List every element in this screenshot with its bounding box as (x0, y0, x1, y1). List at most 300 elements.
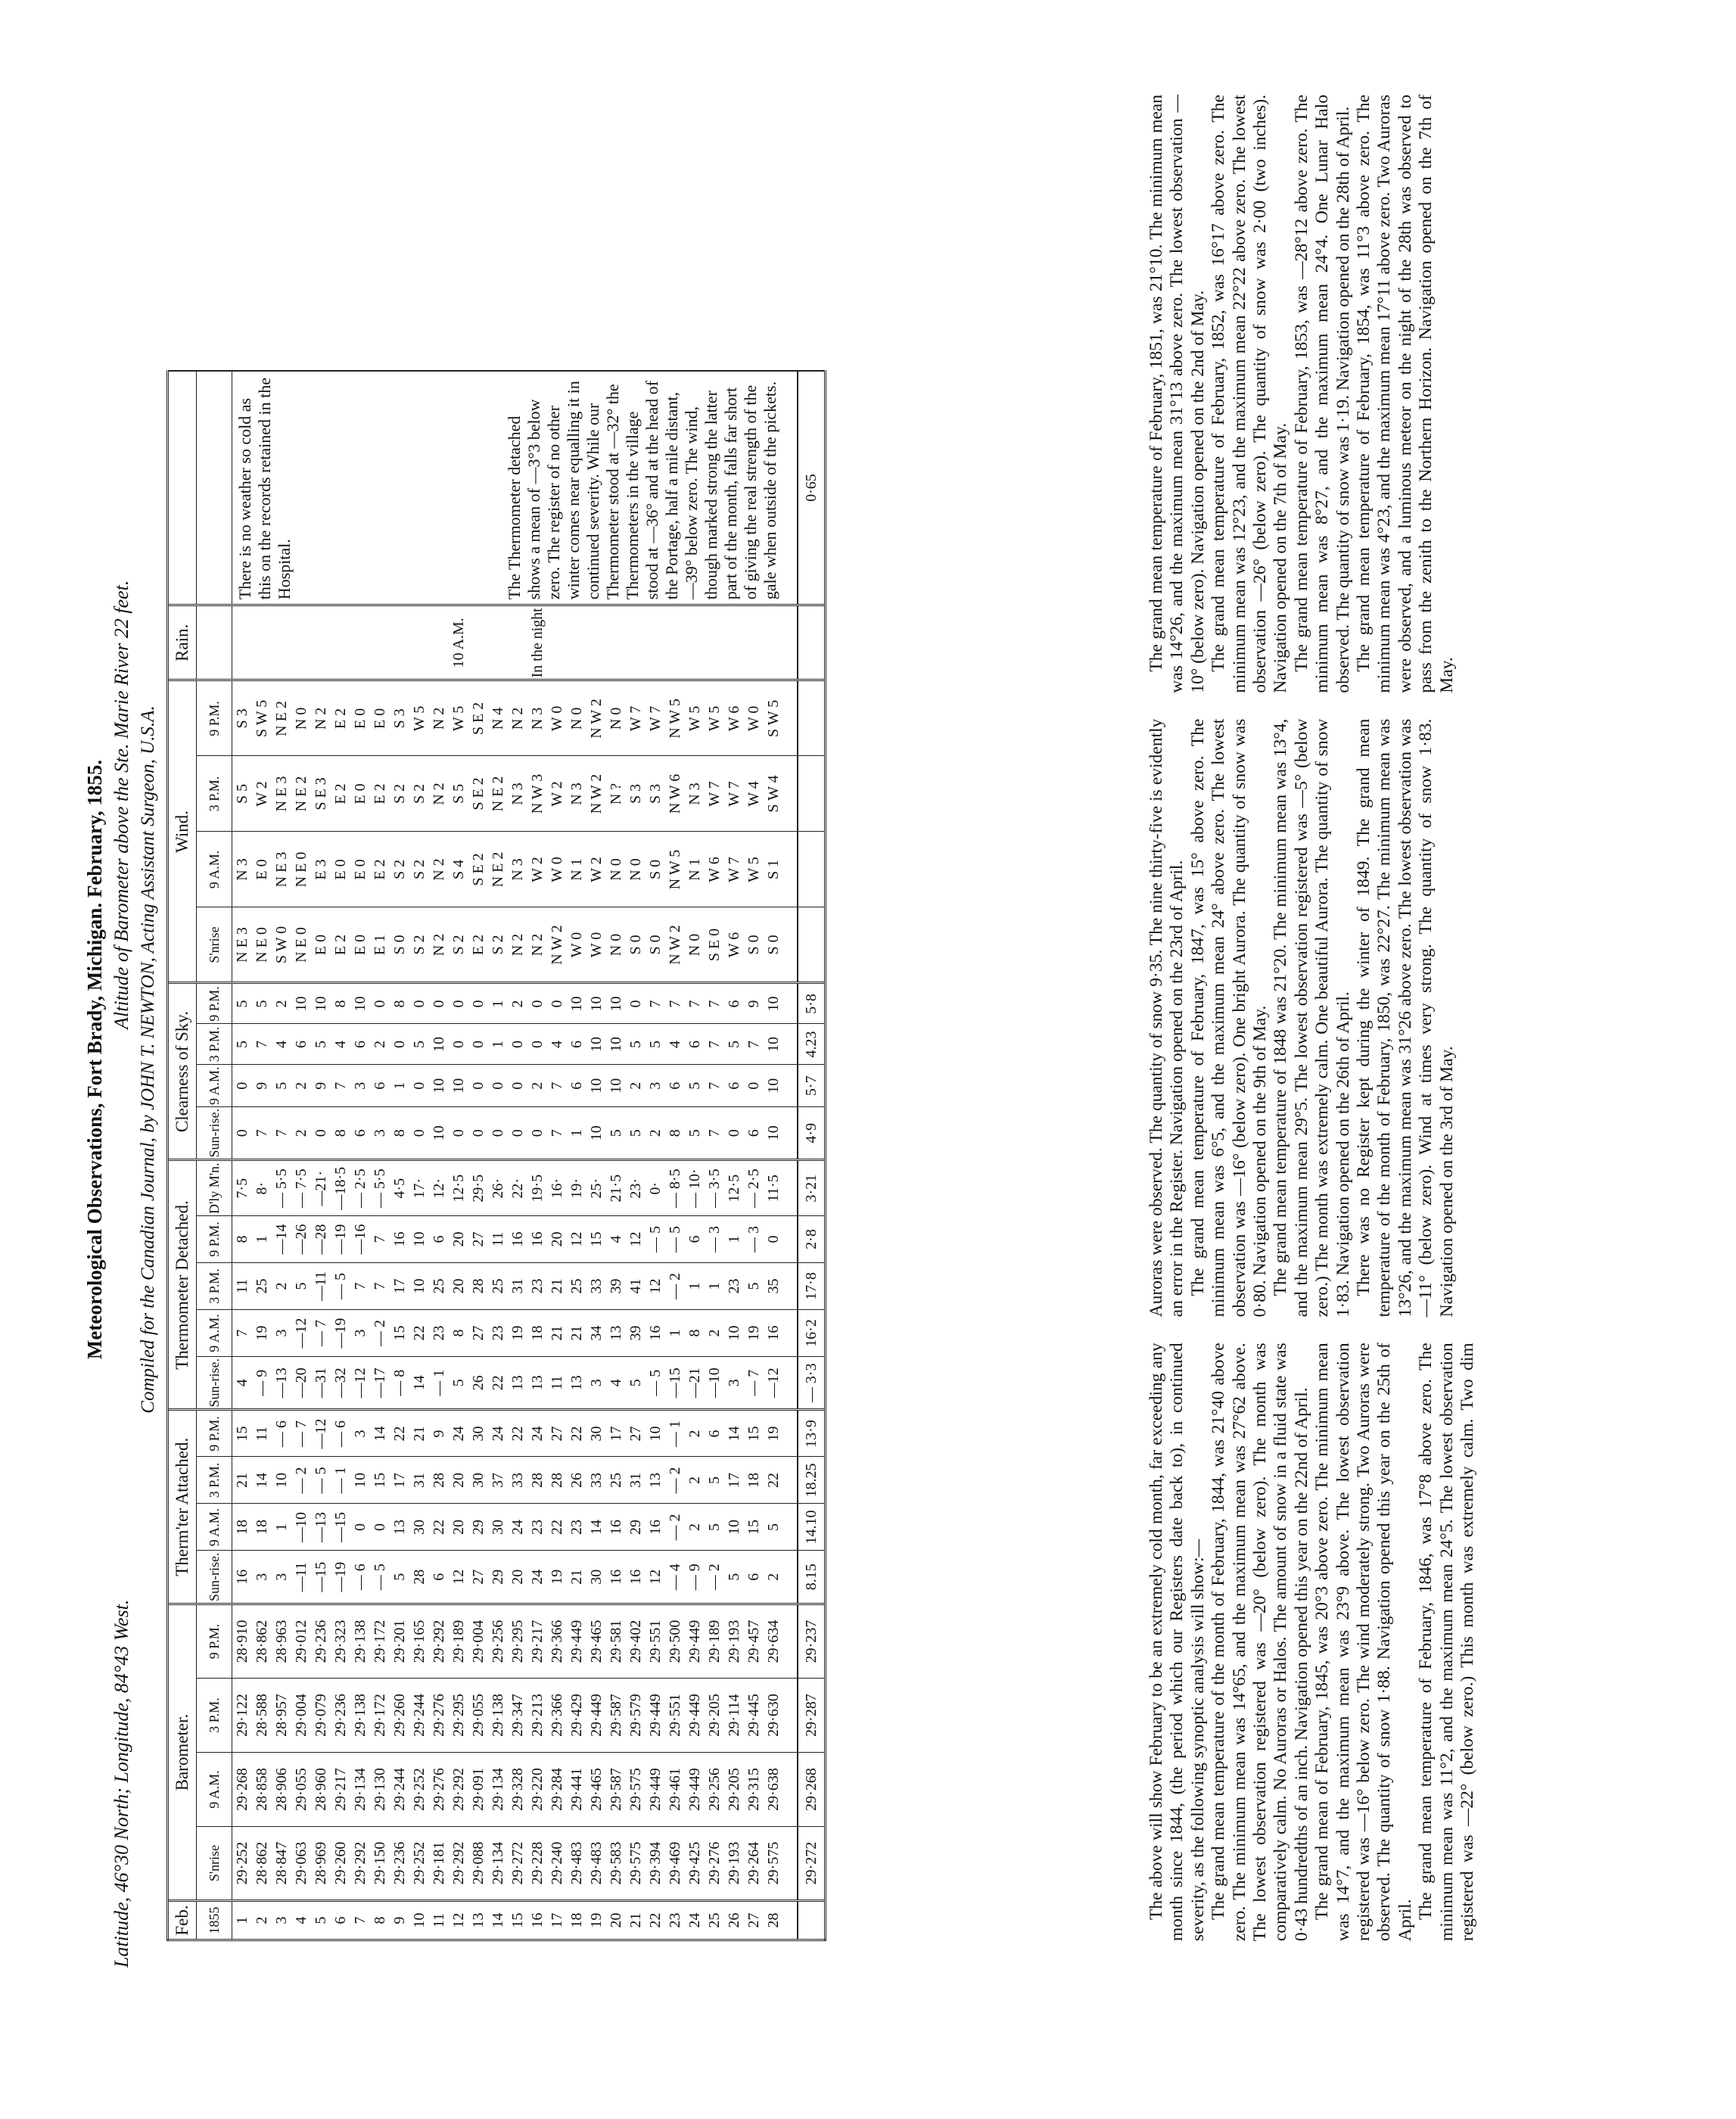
table-cell: 29·134 (350, 1753, 370, 1827)
table-row (705, 371, 724, 1940)
table-cell: 30 (488, 1504, 508, 1551)
table-cell: N 0 (291, 680, 311, 756)
table-cell (429, 605, 449, 680)
table-cell: E 2 (468, 907, 488, 983)
table-cell: —13 (272, 1357, 291, 1411)
table-cell (232, 605, 253, 680)
table-cell: 1 (390, 1065, 409, 1107)
table-cell: 29·055 (468, 1679, 488, 1753)
day-cell: 7 (350, 1901, 370, 1940)
table-cell: 10 A.M. (449, 605, 468, 680)
table-cell: 16 (606, 1504, 626, 1551)
table-cell: 21 (567, 1551, 586, 1604)
note-paragraph: The grand mean of February, 1845, was 20°3 above zero. The minimum mean was 14°7, and the maximum mean was 23°9 above. The lowest observation registered was —16° below zero. The wind moderately strong. Two Auroras were observed. The quantity of snow 1·88. Navigation opened this year on the 25th of April. (1312, 1343, 1415, 1941)
table-cell: 0 (370, 1504, 390, 1551)
table-cell (508, 605, 527, 680)
barometer-altitude: Altitude of Barometer above the Ste. Marie River 22 feet. (110, 580, 132, 1029)
table-cell: N E 3 (272, 832, 291, 907)
table-cell: 3 (272, 1551, 291, 1604)
table-cell: — 5·5 (272, 1160, 291, 1216)
table-cell: S E 0 (705, 907, 724, 983)
note-paragraph: The grand mean temperature of February, 1847, was 15° above zero. The minimum mean was 6°5, and the maximum mean 24° above zero. The lowest observation was —16° (below zero). One bright Aurora. The quantity of snow was 0·80. Navigation opened on the 9th of May. (1187, 718, 1271, 1318)
table-cell: —15 (665, 1357, 685, 1411)
mean-cell: 29·237 (798, 1604, 826, 1679)
table-cell: 28·847 (272, 1827, 291, 1901)
table-cell (291, 605, 311, 680)
day-cell: 6 (331, 1901, 350, 1940)
table-cell: N 3 (232, 832, 253, 907)
table-cell: N 4 (488, 680, 508, 756)
table-cell: 15 (744, 1504, 764, 1551)
table-cell: 0· (646, 1160, 665, 1216)
table-cell: 29·457 (744, 1604, 764, 1679)
table-cell: 29·425 (685, 1827, 705, 1901)
clearness-of-sky-group-header: Clearness of Sky. (168, 983, 197, 1160)
table-cell: 10 (764, 1024, 783, 1065)
table-cell: 30 (468, 1457, 488, 1504)
table-cell: 5 (685, 1107, 705, 1161)
table-cell: 8 (331, 1107, 350, 1161)
table-cell (724, 605, 744, 680)
sub-header-cell (197, 605, 232, 680)
table-cell: E 2 (331, 907, 350, 983)
day-cell: 8 (370, 1901, 390, 1940)
table-cell: 29·205 (705, 1679, 724, 1753)
table-cell: 29·461 (665, 1753, 685, 1827)
table-cell: S 1 (764, 832, 783, 907)
table-cell: 29·091 (468, 1753, 488, 1827)
table-row (626, 371, 646, 1940)
table-row (350, 371, 370, 1940)
table-cell: 0 (429, 983, 449, 1024)
table-cell: N W 2 (665, 907, 685, 983)
table-cell: 10 (429, 1107, 449, 1161)
table-cell: 1 (705, 1263, 724, 1310)
mean-cell: 18.25 (798, 1457, 826, 1504)
table-cell: S 2 (390, 832, 409, 907)
table-cell: 15 (390, 1310, 409, 1357)
table-cell: 35 (764, 1263, 783, 1310)
day-cell: 27 (744, 1901, 764, 1940)
table-row (409, 371, 429, 1940)
table-cell: N 3 (685, 756, 705, 832)
sub-header-cell: 9 P.M. (197, 1604, 232, 1679)
table-cell: — 5 (646, 1357, 665, 1411)
table-cell: 39 (606, 1263, 626, 1310)
table-cell: 4 (606, 1216, 626, 1263)
table-cell: —16 (350, 1216, 370, 1263)
table-row (606, 371, 626, 1940)
table-cell: 15 (370, 1457, 390, 1504)
table-cell: 29·252 (232, 1827, 253, 1901)
compiled-by: Compiled for the Canadian Journal, by JOHN T. NEWTON, Acting Assistant Surgeon, U.S.A. (138, 705, 158, 1414)
table-cell: 17· (409, 1160, 429, 1216)
table-cell: 5 (724, 1024, 744, 1065)
table-cell: 29 (626, 1504, 646, 1551)
table-cell: 16 (606, 1551, 626, 1604)
table-cell: —12 (311, 1410, 331, 1457)
table-cell: 10 (646, 1410, 665, 1457)
table-cell: E 2 (370, 756, 390, 832)
table-cell: 27 (468, 1216, 488, 1263)
table-cell: 11 (232, 1263, 253, 1310)
table-cell: 29·172 (370, 1604, 390, 1679)
table-cell: 27 (468, 1310, 488, 1357)
table-cell: 20 (547, 1216, 567, 1263)
table-cell: 29·004 (468, 1604, 488, 1679)
table-cell: S 2 (409, 832, 429, 907)
table-cell: 28·906 (272, 1753, 291, 1827)
table-cell: 22 (429, 1504, 449, 1551)
table-cell: N W 2 (547, 907, 567, 983)
table-cell: N 2 (429, 907, 449, 983)
sub-header-cell: 9 A.M. (197, 1065, 232, 1107)
table-cell: 16 (646, 1310, 665, 1357)
table-cell: 29 (468, 1504, 488, 1551)
table-cell: —10 (291, 1504, 311, 1551)
remark-thermometer-detached: The Thermometer detached shows a mean of —3°3 below zero. The register of no other winter comes near equalling it in continued severity. While our Thermometer stood at —32° the Thermometers in the village stood at —36° and at the head of the Portage, half a mile distant, —39° below zero. The wind, though marked strong the latter part of the month, falls far short of giving the real strength of the gale when outside of the pickets. (449, 371, 783, 605)
table-cell: 10 (606, 1065, 626, 1107)
table-cell: 23 (567, 1504, 586, 1551)
table-cell: 7 (252, 1107, 272, 1161)
spacer-cell (783, 1827, 798, 1901)
table-cell: 29 (488, 1551, 508, 1604)
spacer-cell (783, 1410, 798, 1457)
table-cell: 29·205 (724, 1753, 744, 1827)
table-cell: —19 (331, 1551, 350, 1604)
table-cell: 7 (331, 1065, 350, 1107)
table-cell: 29·366 (547, 1604, 567, 1679)
table-cell: S W 4 (764, 756, 783, 832)
table-cell: 26· (488, 1160, 508, 1216)
table-row (429, 371, 449, 1940)
table-row (468, 371, 488, 1940)
table-cell: — 6 (350, 1551, 370, 1604)
table-cell: 29·449 (646, 1679, 665, 1753)
table-cell: 29·5 (468, 1160, 488, 1216)
table-cell: 3 (370, 1107, 390, 1161)
table-cell: 29·004 (291, 1679, 311, 1753)
table-cell: 22· (508, 1160, 527, 1216)
table-cell: 29·449 (685, 1604, 705, 1679)
mean-cell: 17·8 (798, 1263, 826, 1310)
table-cell: S 4 (449, 832, 468, 907)
table-cell: 29·193 (724, 1604, 744, 1679)
table-cell: 33 (508, 1457, 527, 1504)
table-cell: 8 (665, 1107, 685, 1161)
table-cell: 7 (232, 1310, 253, 1357)
table-cell: 29·292 (429, 1604, 449, 1679)
table-cell: 8 (390, 983, 409, 1024)
table-cell: 4 (272, 1024, 291, 1065)
table-cell: 8 (232, 1216, 253, 1263)
table-cell: N 2 (429, 832, 449, 907)
table-cell: 28·963 (272, 1604, 291, 1679)
day-cell: 15 (508, 1901, 527, 1940)
spacer-cell (783, 983, 798, 1024)
table-cell: 29·276 (429, 1753, 449, 1827)
table-cell: 33 (586, 1263, 606, 1310)
table-cell: 1 (272, 1504, 291, 1551)
table-row (646, 371, 665, 1940)
table-cell: W 5 (744, 832, 764, 907)
table-cell: — 5 (331, 1263, 350, 1310)
table-cell: N 0 (685, 907, 705, 983)
table-cell: E 0 (311, 907, 331, 983)
table-cell: 0 (449, 1024, 468, 1065)
table-cell: 7 (272, 1107, 291, 1161)
spacer-cell (783, 1604, 798, 1679)
table-cell: —26 (291, 1216, 311, 1263)
table-cell: W 7 (646, 680, 665, 756)
table-cell: 3 (350, 1065, 370, 1107)
table-cell: 10 (586, 1107, 606, 1161)
table-cell: 2 (626, 1065, 646, 1107)
table-cell: 1 (685, 1263, 705, 1310)
table-cell: 6 (350, 1024, 370, 1065)
table-cell: 0 (508, 1107, 527, 1161)
table-cell: 28·588 (252, 1679, 272, 1753)
table-cell: 18 (232, 1504, 253, 1551)
table-cell: 7 (665, 983, 685, 1024)
day-cell: 12 (449, 1901, 468, 1940)
table-cell: 5 (705, 1457, 724, 1504)
table-cell: — 6 (272, 1410, 291, 1457)
table-cell: N E 0 (252, 907, 272, 983)
table-cell: S 0 (764, 907, 783, 983)
table-cell: 12 (449, 1551, 468, 1604)
table-cell: 30 (586, 1551, 606, 1604)
table-cell: 30 (586, 1410, 606, 1457)
day-cell: 2 (252, 1901, 272, 1940)
table-row (685, 371, 705, 1940)
table-cell: 8 (390, 1107, 409, 1161)
mean-cell: 4·9 (798, 1107, 826, 1161)
table-cell: 5 (705, 1504, 724, 1551)
table-cell: 23· (626, 1160, 646, 1216)
table-cell: — 5 (370, 1551, 390, 1604)
table-cell: 0 (527, 1024, 547, 1065)
table-cell: 0 (232, 1107, 253, 1161)
table-cell: N E 3 (272, 756, 291, 832)
monthly-means-row (798, 371, 826, 1940)
table-cell: S W 0 (272, 907, 291, 983)
table-row (488, 371, 508, 1940)
barometer-group-header: Barometer. (168, 1604, 197, 1901)
table-cell: 0 (311, 1107, 331, 1161)
table-cell (606, 605, 626, 680)
table-cell: N 3 (508, 756, 527, 832)
table-cell: 28·957 (272, 1679, 291, 1753)
table-cell: 10 (350, 983, 370, 1024)
table-cell: 27 (468, 1551, 488, 1604)
table-cell: 4 (606, 1357, 626, 1411)
table-cell: 29·189 (449, 1604, 468, 1679)
table-cell: N W 5 (665, 680, 685, 756)
table-cell: 5 (232, 1024, 253, 1065)
spacer-cell (783, 1216, 798, 1263)
table-cell: — 2 (665, 1504, 685, 1551)
mean-cell (798, 832, 826, 907)
table-cell: 29·587 (606, 1753, 626, 1827)
table-row (508, 371, 527, 1940)
table-cell: 25 (429, 1263, 449, 1310)
table-cell: 29·551 (646, 1604, 665, 1679)
feb-group-header: Feb. (168, 1901, 197, 1940)
table-cell: 5 (449, 1357, 468, 1411)
table-cell: N 2 (508, 907, 527, 983)
table-cell: 15 (232, 1410, 253, 1457)
spacer-cell (783, 1107, 798, 1161)
table-cell: 1 (567, 1107, 586, 1161)
table-cell: 6 (567, 1065, 586, 1107)
table-cell (488, 605, 508, 680)
day-cell: 10 (409, 1901, 429, 1940)
table-cell: 18 (252, 1504, 272, 1551)
table-cell: 17 (390, 1457, 409, 1504)
table-cell: 29·449 (685, 1753, 705, 1827)
table-cell (685, 605, 705, 680)
day-cell: 1 (232, 1901, 253, 1940)
table-cell: 29·220 (527, 1753, 547, 1827)
day-cell: 19 (586, 1901, 606, 1940)
mean-cell: 5·8 (798, 983, 826, 1024)
table-cell: 29·500 (665, 1604, 685, 1679)
table-cell: 11 (488, 1216, 508, 1263)
table-cell: 12 (646, 1263, 665, 1310)
table-cell: 1 (488, 1024, 508, 1065)
table-row (331, 371, 350, 1940)
table-cell: 0 (764, 1216, 783, 1263)
day-cell: 17 (547, 1901, 567, 1940)
table-cell: 23 (527, 1263, 547, 1310)
table-cell: 24 (527, 1410, 547, 1457)
day-cell: 24 (685, 1901, 705, 1940)
table-cell: 29·292 (449, 1753, 468, 1827)
table-cell: 29·347 (508, 1679, 527, 1753)
table-cell: 21 (232, 1457, 253, 1504)
table-cell: — 5 (311, 1457, 331, 1504)
table-cell: 10 (350, 1457, 370, 1504)
table-cell: —28 (311, 1216, 331, 1263)
table-cell: N 0 (606, 680, 626, 756)
table-cell: 29·315 (744, 1753, 764, 1827)
table-cell: 19 (252, 1310, 272, 1357)
table-cell: — 1 (429, 1357, 449, 1411)
spacer-cell (783, 371, 798, 605)
table-cell: 22 (567, 1410, 586, 1457)
table-cell: 3 (586, 1357, 606, 1411)
table-cell: 2 (291, 1107, 311, 1161)
table-cell: 10 (409, 1263, 429, 1310)
table-cell: 1 (252, 1216, 272, 1263)
table-cell: 2 (685, 1504, 705, 1551)
table-cell: —12 (350, 1357, 370, 1411)
table-cell: — 4 (665, 1551, 685, 1604)
table-cell: 7 (252, 1024, 272, 1065)
table-cell: 28·969 (311, 1827, 331, 1901)
mean-cell: 13·9 (798, 1410, 826, 1457)
table-cell: S 2 (449, 907, 468, 983)
table-cell: E 1 (370, 907, 390, 983)
table-cell: W 0 (744, 680, 764, 756)
table-cell: — 9 (252, 1357, 272, 1411)
table-cell: 5 (764, 1504, 783, 1551)
table-cell: 5 (626, 1357, 646, 1411)
table-cell: S W 5 (764, 680, 783, 756)
table-cell: — 5·5 (370, 1160, 390, 1216)
table-cell: 0 (350, 1504, 370, 1551)
sub-header-cell: 3 P.M. (197, 1679, 232, 1753)
table-cell: 29·575 (626, 1827, 646, 1901)
table-cell: 5 (232, 983, 253, 1024)
spacer-cell (783, 1357, 798, 1411)
table-cell: E 2 (331, 680, 350, 756)
table-cell: —17 (370, 1357, 390, 1411)
spacer-cell (783, 1551, 798, 1604)
table-cell: — 3 (744, 1216, 764, 1263)
table-cell: — 5 (665, 1216, 685, 1263)
sub-header-cell: Sun-rise. (197, 1357, 232, 1411)
table-cell: N 1 (567, 832, 586, 907)
table-cell: N 1 (685, 832, 705, 907)
table-cell: W 7 (705, 756, 724, 832)
table-cell: 23 (724, 1263, 744, 1310)
table-cell: 29·256 (705, 1753, 724, 1827)
table-row (390, 371, 409, 1940)
table-cell: 20 (449, 1263, 468, 1310)
table-cell: W 0 (567, 907, 586, 983)
table-cell: 10 (586, 983, 606, 1024)
mean-cell (798, 605, 826, 680)
table-row (291, 371, 311, 1940)
table-cell: — 2 (291, 1457, 311, 1504)
table-cell: S 3 (390, 680, 409, 756)
table-cell: 29·217 (527, 1604, 547, 1679)
table-cell: S W 5 (252, 680, 272, 756)
day-cell: 20 (606, 1901, 626, 1940)
table-cell: 6 (744, 1551, 764, 1604)
sub-header-cell: S'nrise (197, 1827, 232, 1901)
table-cell: W 7 (724, 756, 744, 832)
table-cell: 10 (272, 1457, 291, 1504)
table-cell: 28 (409, 1551, 429, 1604)
table-row (527, 371, 547, 1940)
table-cell: N W 6 (665, 756, 685, 832)
table-cell: 3 (272, 1310, 291, 1357)
table-cell: 10 (764, 983, 783, 1024)
table-cell: 2 (527, 1065, 547, 1107)
day-cell: 13 (468, 1901, 488, 1940)
table-cell: 27 (547, 1410, 567, 1457)
table-cell: 29·583 (606, 1827, 626, 1901)
sub-header-cell: 9 A.M. (197, 832, 232, 907)
sub-header-cell: 9 A.M. (197, 1753, 232, 1827)
table-cell: N 2 (429, 756, 449, 832)
table-cell: 29·063 (291, 1827, 311, 1901)
table-cell: 14 (252, 1457, 272, 1504)
mean-cell (798, 1901, 826, 1940)
table-cell: E 0 (350, 756, 370, 832)
table-cell: 17 (390, 1263, 409, 1310)
table-cell: — 6 (331, 1410, 350, 1457)
table-cell: 29·012 (291, 1604, 311, 1679)
table-cell: S 0 (646, 907, 665, 983)
table-cell: — 8 (390, 1357, 409, 1411)
mean-cell: 0·65 (798, 371, 826, 605)
table-cell: 0 (409, 1065, 429, 1107)
spacer-cell (783, 1457, 798, 1504)
